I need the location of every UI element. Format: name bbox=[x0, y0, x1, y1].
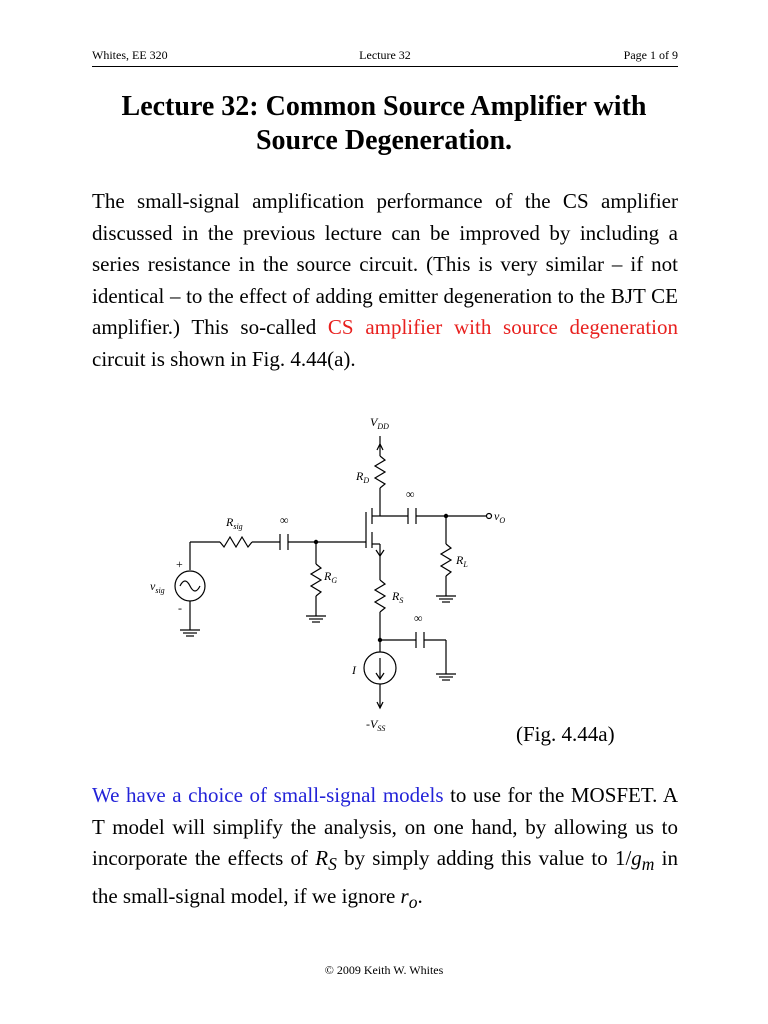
vsig-minus: - bbox=[178, 601, 182, 615]
model-text-4: . bbox=[417, 883, 423, 908]
current-source-label: I bbox=[352, 663, 356, 677]
intro-text-end: circuit is shown in Fig. 4.44(a). bbox=[92, 346, 356, 371]
rl-label: RL bbox=[456, 553, 468, 569]
bypass-cap-infinity: ∞ bbox=[414, 611, 423, 625]
page-footer: © 2009 Keith W. Whites bbox=[324, 963, 444, 977]
rs-label: RS bbox=[392, 589, 404, 605]
model-paragraph bbox=[92, 780, 678, 918]
model-text-2: by simply adding this value to 1/ bbox=[336, 846, 632, 870]
page-title bbox=[60, 90, 708, 158]
vo-label: vO bbox=[494, 509, 506, 525]
ro-symbol: $r_o$ bbox=[400, 883, 418, 912]
header-lecture: Lecture 32 bbox=[359, 48, 411, 62]
page-header bbox=[92, 44, 678, 67]
model-text-3: in the small-signal model, if we ignore bbox=[92, 846, 678, 908]
gm-symbol: $g_m$ bbox=[631, 846, 655, 875]
figure-caption: (Fig. 4.44a) bbox=[516, 722, 615, 746]
vsig-plus: + bbox=[176, 557, 183, 571]
output-cap-infinity: ∞ bbox=[406, 487, 415, 501]
intro-text: The small-signal amplification performance of the CS amplifier discussed in the previous lecture can be improved by including a series resistance in the source circuit. (This is very similar – if not identical – to the effect of adding emitter degeneration to the BJT CE amplifier.) This so-called bbox=[92, 189, 678, 339]
input-cap-infinity: ∞ bbox=[280, 513, 289, 527]
small-signal-models-term: We have a choice of small-signal models bbox=[92, 783, 444, 807]
cs-amplifier-circuit-diagram bbox=[140, 408, 520, 738]
rsig-label: Rsig bbox=[226, 515, 243, 531]
header-page-number: Page 1 of 9 bbox=[623, 48, 678, 62]
rs-symbol: $R_S$ bbox=[315, 846, 337, 875]
title-line-2: Source Degeneration. bbox=[255, 125, 513, 156]
header-course: Whites, EE 320 bbox=[92, 48, 168, 62]
cs-degeneration-term: CS amplifier with source degeneration bbox=[327, 315, 678, 339]
vsig-label: vsig bbox=[150, 579, 165, 595]
vss-label: -VSS bbox=[366, 717, 386, 733]
intro-paragraph bbox=[92, 186, 678, 375]
rg-label: RG bbox=[324, 569, 338, 585]
title-line-1: Lecture 32: Common Source Amplifier with bbox=[121, 91, 647, 122]
model-text-1: to use for the MOSFET. A T model will simplify the analysis, on one hand, by allowing us to incorporate the effects of bbox=[92, 783, 678, 870]
rd-label: RD bbox=[356, 469, 370, 485]
vdd-label: VDD bbox=[370, 415, 389, 431]
